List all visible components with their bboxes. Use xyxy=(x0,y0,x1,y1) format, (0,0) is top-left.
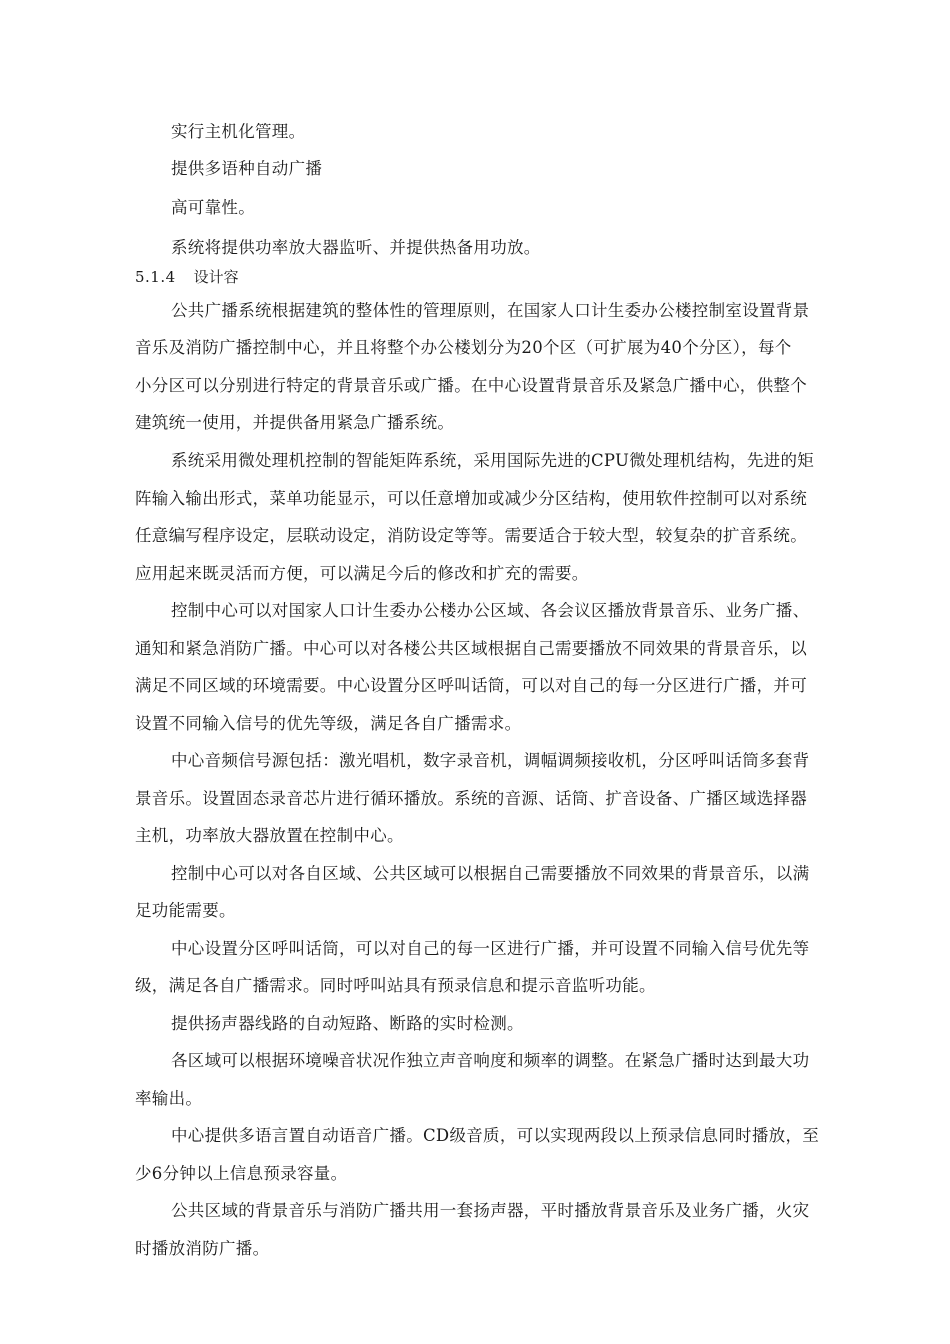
paragraph-line: 公共广播系统根据建筑的整体性的管理原则，在国家人口计生委办公楼控制室设置背景 xyxy=(171,301,810,320)
paragraph-line: 建筑统一使用，并提供备用紧急广播系统。 xyxy=(135,413,455,432)
paragraph-line: 率输出。 xyxy=(135,1089,203,1108)
paragraph-line: 主机，功率放大器放置在控制中心。 xyxy=(135,826,404,845)
paragraph-line: 阵输入输出形式，菜单功能显示，可以任意增加或减少分区结构，使用软件控制可以对系统 xyxy=(135,489,807,508)
paragraph-line: 系统将提供功率放大器监听、并提供热备用功放。 xyxy=(171,238,541,257)
paragraph-line: 控制中心可以对各自区域、公共区域可以根据自己需要播放不同效果的背景音乐，以满 xyxy=(171,864,810,883)
section-title: 设计容 xyxy=(193,268,239,286)
paragraph-line: 少6分钟以上信息预录容量。 xyxy=(135,1164,348,1183)
paragraph-line: 级，满足各自广播需求。同时呼叫站具有预录信息和提示音监听功能。 xyxy=(135,976,656,995)
paragraph-line: 设置不同输入信号的优先等级，满足各自广播需求。 xyxy=(135,714,522,733)
paragraph-line: 满足不同区域的环境需要。中心设置分区呼叫话筒，可以对自己的每一分区进行广播，并可 xyxy=(135,676,807,695)
section-heading xyxy=(135,267,239,287)
paragraph-line: 公共区域的背景音乐与消防广播共用一套扬声器，平时播放背景音乐及业务广播，火灾 xyxy=(171,1201,810,1220)
paragraph-line: 中心设置分区呼叫话筒，可以对自己的每一区进行广播，并可设置不同输入信号优先等 xyxy=(171,939,810,958)
paragraph-line: 系统采用微处理机控制的智能矩阵系统，采用国际先进的CPU微处理机结构，先进的矩 xyxy=(171,451,815,470)
paragraph-line: 高可靠性。 xyxy=(171,198,255,217)
paragraph-line: 提供扬声器线路的自动短路、断路的实时检测。 xyxy=(171,1014,524,1033)
paragraph-line: 时播放消防广播。 xyxy=(135,1239,270,1258)
paragraph-line: 中心音频信号源包括：激光唱机，数字录音机，调幅调频接收机，分区呼叫话筒多套背 xyxy=(171,751,810,770)
paragraph-line: 景音乐。设置固态录音芯片进行循环播放。系统的音源、话筒、扩音设备、广播区域选择器 xyxy=(135,789,807,808)
paragraph-line: 足功能需要。 xyxy=(135,901,236,920)
paragraph-line: 提供多语种自动广播 xyxy=(171,159,323,178)
paragraph-line: 各区域可以根据环境噪音状况作独立声音响度和频率的调整。在紧急广播时达到最大功 xyxy=(171,1051,810,1070)
paragraph-line: 小分区可以分别进行特定的背景音乐或广播。在中心设置背景音乐及紧急广播中心，供整个 xyxy=(135,376,807,395)
paragraph-line: 实行主机化管理。 xyxy=(171,122,306,141)
paragraph-line: 中心提供多语言置自动语音广播。CD级音质，可以实现两段以上预录信息同时播放，至 xyxy=(171,1126,820,1145)
paragraph-line: 控制中心可以对国家人口计生委办公楼办公区域、各会议区播放背景音乐、业务广播、 xyxy=(171,601,810,620)
section-number: 5.1.4 xyxy=(135,268,176,286)
paragraph-line: 音乐及消防广播控制中心，并且将整个办公楼划分为20个区（可扩展为40个分区），每个 xyxy=(135,338,792,357)
paragraph-line: 应用起来既灵活而方便，可以满足今后的修改和扩充的需要。 xyxy=(135,564,589,583)
paragraph-line: 任意编写程序设定，层联动设定，消防设定等等。需要适合于较大型，较复杂的扩音系统。 xyxy=(135,526,807,545)
paragraph-line: 通知和紧急消防广播。中心可以对各楼公共区域根据自己需要播放不同效果的背景音乐，以 xyxy=(135,639,807,658)
